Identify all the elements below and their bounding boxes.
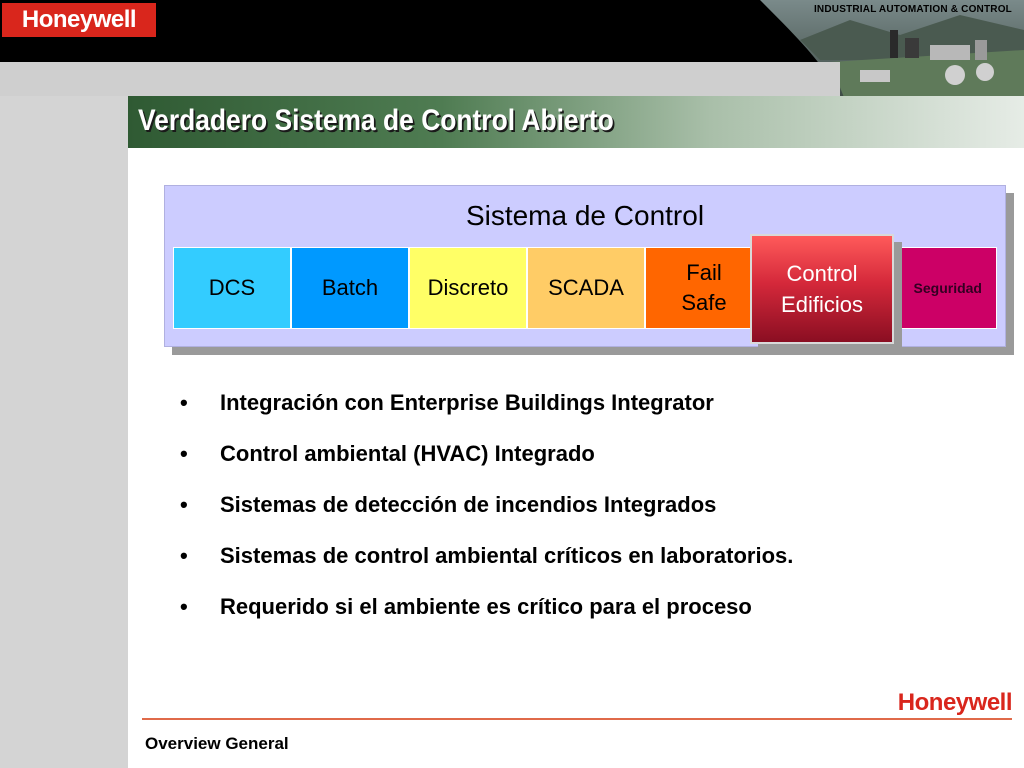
slide-title-bar — [128, 96, 1024, 148]
footer-section-label: Overview General — [145, 734, 289, 753]
bullet-dot-icon: • — [180, 594, 188, 619]
highlight-label-line2: Edificios — [781, 292, 863, 317]
segment-label: DCS — [208, 275, 256, 300]
left-sidebar-band — [0, 96, 128, 768]
bullet-dot-icon: • — [180, 390, 188, 415]
bullet-dot-icon: • — [180, 441, 188, 466]
bullet-item — [180, 489, 793, 540]
header-strip — [0, 62, 840, 96]
bullet-text: Control ambiental (HVAC) Integrado — [220, 441, 595, 466]
segment-label-line2: Safe — [681, 290, 727, 315]
bullet-text: Sistemas de detección de incendios Integrados — [220, 492, 717, 517]
segment-label-line1: Fail — [686, 260, 722, 285]
bullet-dot-icon: • — [180, 492, 188, 517]
highlight-label-line1: Control — [786, 261, 858, 286]
slide-title: Verdadero Sistema de Control Abierto — [138, 104, 614, 137]
bullet-dot-icon: • — [180, 543, 188, 568]
bullet-item — [180, 387, 793, 438]
segment-dcs — [173, 247, 291, 329]
segment-control-edificios — [750, 234, 894, 344]
segment-discreto — [409, 247, 527, 329]
segment-fail-safe — [645, 247, 763, 329]
bullet-item — [180, 591, 793, 642]
footer-honeywell-logo: Honeywell — [897, 689, 1012, 716]
bullet-text: Integración con Enterprise Buildings Integrator — [220, 390, 714, 415]
division-label: INDUSTRIAL AUTOMATION & CONTROL — [813, 4, 1012, 15]
segment-batch — [291, 247, 409, 329]
segment-scada — [527, 247, 645, 329]
bullet-item — [180, 540, 793, 591]
footer-divider — [142, 718, 1012, 720]
bullet-list — [180, 387, 793, 642]
bullet-item — [180, 438, 793, 489]
honeywell-logo: Honeywell — [2, 3, 156, 37]
bullet-text: Sistemas de control ambiental críticos en laboratorios. — [220, 543, 794, 568]
bullet-text: Requerido si el ambiente es crítico para el proceso — [220, 594, 752, 619]
segment-label: SCADA — [548, 275, 624, 300]
control-system-title: Sistema de Control — [465, 200, 705, 231]
segment-label: Batch — [321, 275, 379, 300]
segment-label: Seguridad — [913, 280, 982, 296]
segment-label: Discreto — [427, 275, 509, 300]
